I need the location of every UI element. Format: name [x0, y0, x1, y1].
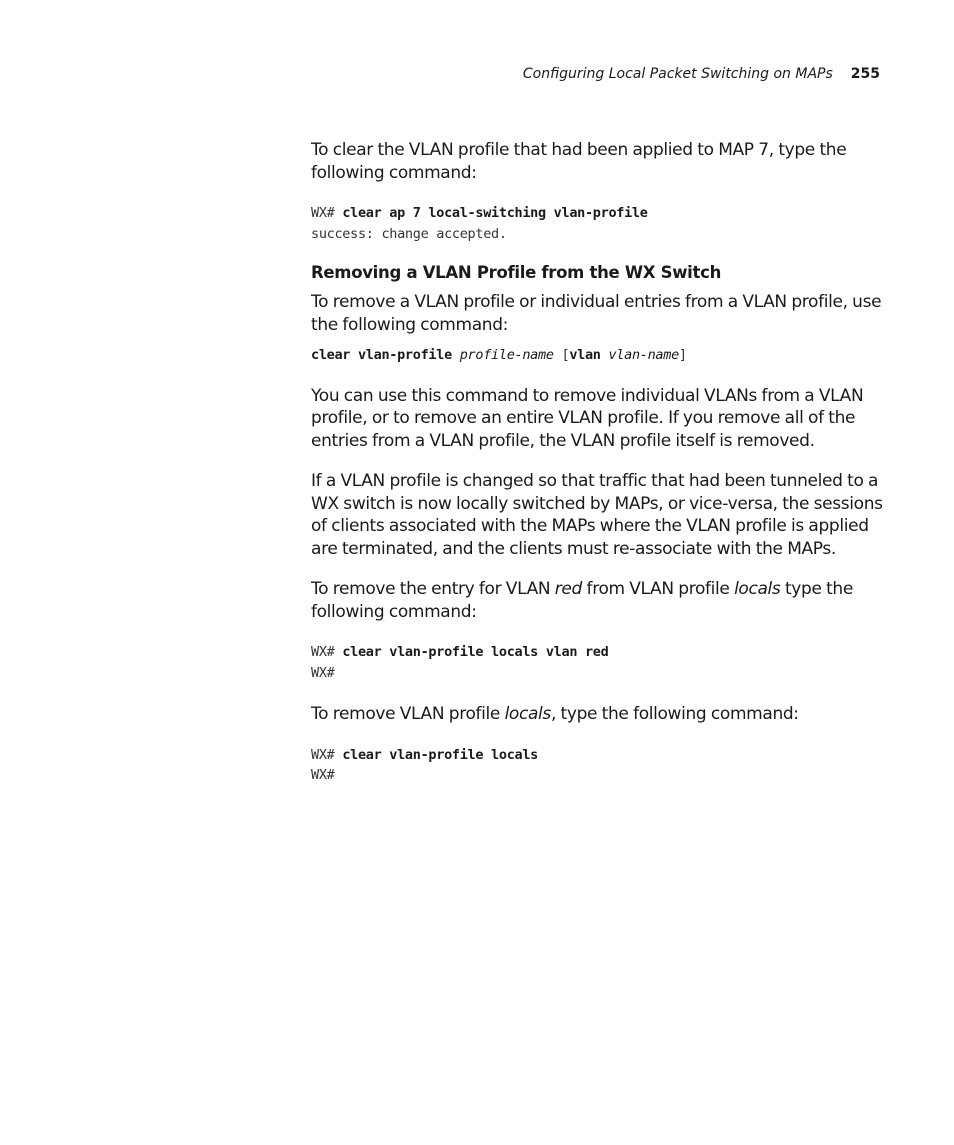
text-fragment: To remove the entry for VLAN	[311, 579, 555, 599]
code-block-clear-ap	[311, 203, 891, 244]
text-fragment: To remove VLAN profile	[311, 704, 505, 724]
text-fragment: from VLAN profile	[582, 579, 735, 599]
paragraph-section-intro: To remove a VLAN profile or individual entries from a VLAN profile, use the following command:	[311, 292, 882, 335]
cli-command: clear ap 7 local-switching vlan-profile	[342, 205, 648, 221]
syntax-keyword-vlan: vlan	[569, 347, 601, 363]
syntax-bracket-open: [	[561, 347, 570, 363]
paragraph-usage: You can use this command to remove individual VLANs from a VLAN profile, or to remove an entire VLAN profile. If you remove all of the entries from a VLAN profile, the VLAN profile itself is removed.	[311, 385, 864, 451]
code-block-remove-entry	[311, 642, 891, 683]
chapter-title: Configuring Local Packet Switching on MAPs	[522, 66, 833, 82]
cli-output: success: change accepted.	[311, 225, 507, 242]
command-syntax	[311, 345, 891, 366]
cli-prompt: WX#	[311, 644, 335, 660]
paragraph-remove-profile	[311, 703, 891, 726]
syntax-command: clear vlan-profile	[311, 347, 452, 363]
syntax-arg-profile-name: profile-name	[459, 347, 554, 363]
paragraph-remove-entry	[311, 578, 891, 623]
code-block-remove-profile	[311, 745, 891, 786]
syntax-arg-vlan-name: vlan-name	[608, 347, 679, 363]
section-heading: Removing a VLAN Profile from the WX Switch	[311, 263, 722, 282]
page-number: 255	[850, 66, 880, 82]
running-header	[523, 66, 880, 82]
paragraph-clear-map7: To clear the VLAN profile that had been applied to MAP 7, type the following command:	[311, 140, 847, 183]
emphasis-vlan-red: red	[554, 579, 582, 599]
emphasis-profile-locals: locals	[734, 579, 781, 599]
text-fragment: , type the following command:	[550, 704, 799, 724]
syntax-bracket-close: ]	[678, 347, 687, 363]
text-fragment: type the following command:	[311, 579, 853, 622]
cli-prompt: WX#	[311, 205, 335, 221]
paragraph-session-note: If a VLAN profile is changed so that traffic that had been tunneled to a WX switch is now locally switched by MAPs, or vice-versa, the sessions of clients associated with the MAPs where the VLAN profile is applied are terminated, and the clients must re-associate with the MAPs.	[311, 471, 883, 559]
cli-prompt-end: WX#	[311, 664, 335, 681]
cli-prompt-end: WX#	[311, 767, 335, 783]
cli-command: clear vlan-profile locals	[342, 746, 539, 763]
cli-prompt: WX#	[311, 746, 335, 763]
emphasis-profile-locals: locals	[504, 704, 551, 724]
page-content	[311, 139, 891, 786]
cli-command: clear vlan-profile locals vlan red	[342, 644, 609, 660]
